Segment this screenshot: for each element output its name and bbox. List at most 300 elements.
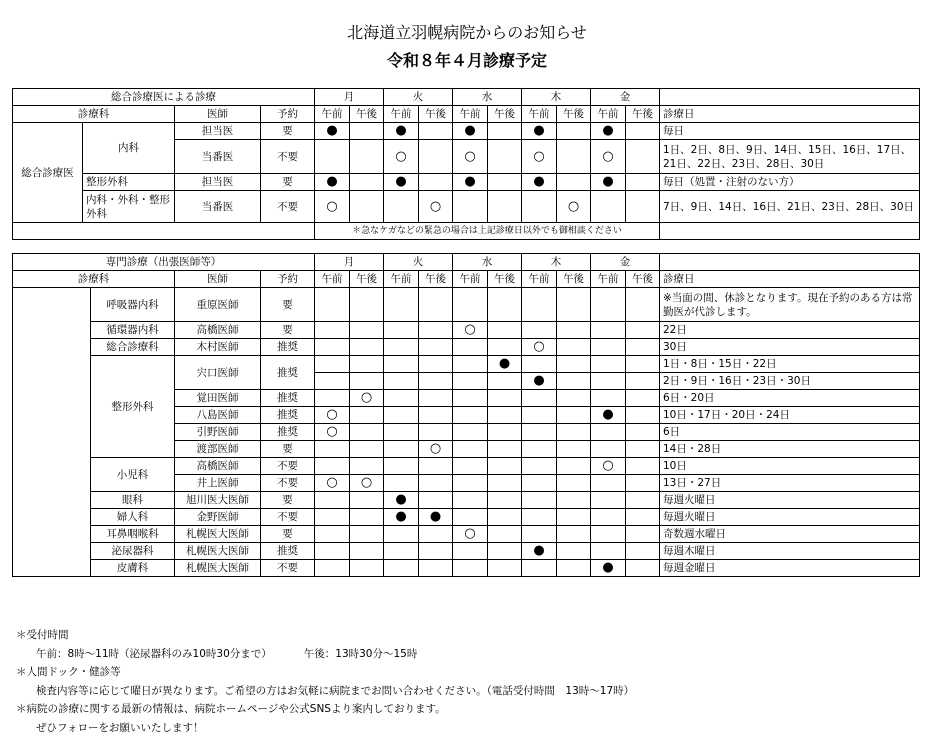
mark-cell xyxy=(591,373,626,390)
mark-cell xyxy=(419,492,453,509)
specialist-header-row-2 xyxy=(13,271,920,288)
mark-cell xyxy=(350,407,384,424)
mark-cell xyxy=(488,441,522,458)
reserve-cell: 要 xyxy=(261,288,315,322)
mark-cell xyxy=(453,191,488,223)
dock-text: 検査内容等に応じて曜日が異なります。ご希望の方はお気軽に病院までお問い合わせください。（電話受付時間 13時～17時） xyxy=(36,684,635,697)
mark-cell xyxy=(419,123,453,140)
specialist-header-row-1 xyxy=(13,254,920,271)
mark-cell xyxy=(591,509,626,526)
pm-label: 午後 xyxy=(557,106,591,123)
mark-cell xyxy=(453,407,488,424)
dates-cell: 1日・8日・15日・22日 xyxy=(660,356,920,373)
mark-cell xyxy=(453,509,488,526)
general-heading: 総合診療医による診療 xyxy=(13,89,315,106)
mark-cell xyxy=(453,441,488,458)
dates-cell: 毎日 xyxy=(660,123,920,140)
pm-label: 午後 xyxy=(419,271,453,288)
mark-cell xyxy=(488,140,522,174)
page-subtitle: 令和８年４月診療予定 xyxy=(386,51,547,70)
dates-cell: 22日 xyxy=(660,322,920,339)
mark-cell xyxy=(557,492,591,509)
mark-cell xyxy=(557,322,591,339)
mark-cell xyxy=(557,373,591,390)
doctor-cell: 金野医師 xyxy=(175,509,261,526)
mark-cell: ○ xyxy=(384,140,419,174)
am-label: 午前 xyxy=(384,271,419,288)
am-label: 午前 xyxy=(522,106,557,123)
doctor-cell: 八島医師 xyxy=(175,407,261,424)
day-thu: 木 xyxy=(522,89,591,106)
mark-cell: ● xyxy=(591,560,626,577)
mark-cell xyxy=(384,288,419,322)
reception-heading: ＊受付時間 xyxy=(16,629,69,641)
mark-cell xyxy=(522,191,557,223)
doctor-cell: 高橋医師 xyxy=(175,458,261,475)
reserve-cell: 推奨 xyxy=(261,356,315,390)
mark-cell xyxy=(557,123,591,140)
mark-cell xyxy=(419,526,453,543)
doctor-cell: 宍口医師 xyxy=(175,356,261,390)
mark-cell xyxy=(384,390,419,407)
page-title: 北海道立羽幌病院からのお知らせ xyxy=(347,23,587,42)
mark-cell xyxy=(488,288,522,322)
mark-cell: ● xyxy=(522,543,557,560)
mark-cell xyxy=(591,356,626,373)
mark-cell xyxy=(384,543,419,560)
mark-cell xyxy=(626,322,660,339)
mark-cell xyxy=(350,509,384,526)
dates-cell: 13日・27日 xyxy=(660,475,920,492)
mark-cell xyxy=(350,492,384,509)
naika-label: 内科 xyxy=(83,123,175,174)
dates-cell: 毎日（処置・注射のない方） xyxy=(660,174,920,191)
mark-cell xyxy=(557,288,591,322)
mark-cell xyxy=(315,509,350,526)
col-dept: 診療科 xyxy=(13,271,175,288)
col-doctor: 医師 xyxy=(175,106,261,123)
reserve-cell: 要 xyxy=(261,441,315,458)
doctor-cell: 旭川医大医師 xyxy=(175,492,261,509)
mark-cell xyxy=(522,526,557,543)
mark-cell xyxy=(315,543,350,560)
mark-cell xyxy=(350,140,384,174)
dept-cell: 泌尿器科 xyxy=(91,543,175,560)
mark-cell xyxy=(453,390,488,407)
mark-cell: ○ xyxy=(315,407,350,424)
info-line: ＊病院の診療に関する最新の情報は、病院ホームページや公式SNSより案内しております。 xyxy=(16,703,446,715)
mark-cell xyxy=(315,390,350,407)
reserve-cell: 推奨 xyxy=(261,339,315,356)
mark-cell: ● xyxy=(591,123,626,140)
table-row xyxy=(13,174,920,191)
mark-cell: ○ xyxy=(557,191,591,223)
pm-label: 午後 xyxy=(350,106,384,123)
pm-label: 午後 xyxy=(419,106,453,123)
mark-cell xyxy=(591,322,626,339)
am-label: 午前 xyxy=(453,271,488,288)
mark-cell xyxy=(384,373,419,390)
mark-cell xyxy=(315,339,350,356)
mark-cell xyxy=(557,543,591,560)
doctor-cell: 札幌医大医師 xyxy=(175,526,261,543)
col-reserve: 予約 xyxy=(261,106,315,123)
mark-cell xyxy=(384,191,419,223)
mark-cell xyxy=(557,441,591,458)
mark-cell: ○ xyxy=(522,140,557,174)
dates-cell: 1日、2日、8日、9日、14日、15日、16日、17日、21日、22日、23日、28日、30日 xyxy=(660,140,920,174)
mark-cell xyxy=(522,441,557,458)
mark-cell xyxy=(315,458,350,475)
dept-cell: 小児科 xyxy=(91,458,175,492)
mark-cell xyxy=(350,322,384,339)
mark-cell: ● xyxy=(419,509,453,526)
dates-cell: 毎週火曜日 xyxy=(660,492,920,509)
mark-cell xyxy=(350,339,384,356)
mark-cell xyxy=(350,373,384,390)
specialist-schedule-table xyxy=(12,253,920,577)
reserve-cell: 不要 xyxy=(261,509,315,526)
mark-cell: ○ xyxy=(453,140,488,174)
mark-cell xyxy=(453,492,488,509)
mark-cell xyxy=(626,140,660,174)
dept-cell: 婦人科 xyxy=(91,509,175,526)
am-label: 午前 xyxy=(384,106,419,123)
header-blank xyxy=(660,254,920,271)
mark-cell xyxy=(419,356,453,373)
table-row xyxy=(13,288,920,322)
mark-cell: ● xyxy=(384,123,419,140)
doctor-cell: 渡部医師 xyxy=(175,441,261,458)
mark-cell xyxy=(384,475,419,492)
dates-cell: 毎週火曜日 xyxy=(660,509,920,526)
mark-cell xyxy=(350,560,384,577)
mark-cell xyxy=(350,123,384,140)
reserve-cell: 不要 xyxy=(261,560,315,577)
reserve-cell: 要 xyxy=(261,322,315,339)
mark-cell xyxy=(453,339,488,356)
mark-cell: ● xyxy=(453,123,488,140)
mark-cell xyxy=(522,356,557,373)
mark-cell xyxy=(315,560,350,577)
day-fri: 金 xyxy=(591,254,660,271)
doctor-cell: 覚田医師 xyxy=(175,390,261,407)
reserve-cell: 要 xyxy=(261,174,315,191)
reception-am: 午前：8時～11時（泌尿器科のみ10時30分まで） xyxy=(36,647,272,660)
mark-cell xyxy=(488,492,522,509)
mark-cell xyxy=(626,123,660,140)
day-wed: 水 xyxy=(453,89,522,106)
col-dates: 診療日 xyxy=(660,271,920,288)
general-group-label: 総合診療医 xyxy=(13,123,83,223)
mark-cell xyxy=(350,356,384,373)
table-row xyxy=(13,123,920,140)
specialist-tbody xyxy=(13,254,920,577)
mark-cell: ○ xyxy=(315,191,350,223)
mark-cell xyxy=(419,339,453,356)
mark-cell xyxy=(419,560,453,577)
mark-cell xyxy=(557,424,591,441)
mark-cell: ○ xyxy=(453,322,488,339)
mark-cell xyxy=(557,174,591,191)
header-blank xyxy=(660,89,920,106)
mark-cell xyxy=(315,356,350,373)
mark-cell xyxy=(488,390,522,407)
mark-cell: ● xyxy=(315,174,350,191)
dept-cell: 呼吸器内科 xyxy=(91,288,175,322)
mark-cell xyxy=(488,191,522,223)
dates-cell: 14日・28日 xyxy=(660,441,920,458)
mark-cell xyxy=(626,339,660,356)
mark-cell xyxy=(591,339,626,356)
mark-cell xyxy=(591,390,626,407)
mark-cell xyxy=(626,441,660,458)
mark-cell xyxy=(557,407,591,424)
am-label: 午前 xyxy=(315,106,350,123)
mark-cell xyxy=(626,407,660,424)
dates-cell: 2日・9日・16日・23日・30日 xyxy=(660,373,920,390)
am-label: 午前 xyxy=(591,271,626,288)
am-label: 午前 xyxy=(522,271,557,288)
mark-cell xyxy=(522,458,557,475)
mark-cell xyxy=(384,407,419,424)
mark-cell xyxy=(419,174,453,191)
mark-cell: ○ xyxy=(419,441,453,458)
mark-cell: ● xyxy=(315,123,350,140)
doctor-cell: 引野医師 xyxy=(175,424,261,441)
mark-cell xyxy=(522,322,557,339)
table-row xyxy=(13,322,920,339)
dates-cell: 6日・20日 xyxy=(660,390,920,407)
mark-cell xyxy=(453,543,488,560)
mark-cell xyxy=(488,373,522,390)
mark-cell xyxy=(626,509,660,526)
dept-cell: 内科・外科・整形外科 xyxy=(83,191,175,223)
mark-cell xyxy=(488,458,522,475)
mark-cell xyxy=(453,458,488,475)
mark-cell xyxy=(626,191,660,223)
dates-cell: 30日 xyxy=(660,339,920,356)
mark-cell xyxy=(488,560,522,577)
reserve-cell: 推奨 xyxy=(261,543,315,560)
mark-cell xyxy=(626,526,660,543)
mark-cell: ○ xyxy=(453,526,488,543)
col-doctor: 医師 xyxy=(175,271,261,288)
mark-cell xyxy=(419,458,453,475)
col-dept: 診療科 xyxy=(13,106,175,123)
mark-cell xyxy=(419,140,453,174)
reserve-cell: 推奨 xyxy=(261,407,315,424)
mark-cell xyxy=(419,407,453,424)
mark-cell xyxy=(384,526,419,543)
mark-cell xyxy=(591,441,626,458)
mark-cell xyxy=(350,526,384,543)
general-tbody xyxy=(13,89,920,240)
mark-cell xyxy=(315,492,350,509)
mark-cell xyxy=(453,288,488,322)
mark-cell xyxy=(591,492,626,509)
reception-pm: 午後：13時30分～15時 xyxy=(303,647,418,660)
mark-cell xyxy=(488,543,522,560)
mark-cell xyxy=(315,140,350,174)
dates-cell: 10日 xyxy=(660,458,920,475)
mark-cell xyxy=(419,543,453,560)
mark-cell xyxy=(557,526,591,543)
note-blank xyxy=(660,223,920,240)
dock-heading: ＊人間ドック・健診等 xyxy=(16,666,121,678)
mark-cell xyxy=(315,526,350,543)
pm-label: 午後 xyxy=(488,271,522,288)
doctor-cell: 井上医師 xyxy=(175,475,261,492)
mark-cell: ○ xyxy=(591,140,626,174)
mark-cell xyxy=(557,140,591,174)
mark-cell xyxy=(315,373,350,390)
mark-cell xyxy=(315,322,350,339)
day-mon: 月 xyxy=(315,254,384,271)
mark-cell xyxy=(419,424,453,441)
table-row xyxy=(13,526,920,543)
mark-cell xyxy=(488,475,522,492)
pm-label: 午後 xyxy=(626,106,660,123)
pm-label: 午後 xyxy=(626,271,660,288)
mark-cell xyxy=(350,424,384,441)
mark-cell xyxy=(626,288,660,322)
doctor-cell: 当番医 xyxy=(175,191,261,223)
general-note-row xyxy=(13,223,920,240)
mark-cell xyxy=(591,424,626,441)
mark-cell xyxy=(626,492,660,509)
pm-label: 午後 xyxy=(557,271,591,288)
mark-cell xyxy=(350,543,384,560)
dept-cell: 眼科 xyxy=(91,492,175,509)
col-reserve: 予約 xyxy=(261,271,315,288)
mark-cell: ● xyxy=(488,356,522,373)
table-row xyxy=(13,560,920,577)
dates-cell: 毎週木曜日 xyxy=(660,543,920,560)
dept-cell: 整形外科 xyxy=(91,356,175,458)
day-thu: 木 xyxy=(522,254,591,271)
mark-cell xyxy=(591,543,626,560)
mark-cell xyxy=(591,288,626,322)
dates-cell: 10日・17日・20日・24日 xyxy=(660,407,920,424)
mark-cell xyxy=(488,322,522,339)
doctor-cell: 札幌医大医師 xyxy=(175,560,261,577)
doctor-cell: 担当医 xyxy=(175,174,261,191)
mark-cell xyxy=(626,174,660,191)
specialist-heading: 専門診療（出張医師等） xyxy=(13,254,315,271)
mark-cell xyxy=(350,441,384,458)
general-header-row-2 xyxy=(13,106,920,123)
mark-cell xyxy=(557,356,591,373)
mark-cell xyxy=(384,441,419,458)
mark-cell xyxy=(350,174,384,191)
mark-cell xyxy=(384,356,419,373)
mark-cell xyxy=(453,560,488,577)
mark-cell: ● xyxy=(522,373,557,390)
mark-cell xyxy=(557,475,591,492)
mark-cell xyxy=(626,373,660,390)
day-wed: 水 xyxy=(453,254,522,271)
mark-cell xyxy=(384,424,419,441)
mark-cell xyxy=(626,390,660,407)
dept-cell: 皮膚科 xyxy=(91,560,175,577)
pm-label: 午後 xyxy=(350,271,384,288)
mark-cell xyxy=(419,373,453,390)
dates-cell: 7日、9日、14日、16日、21日、23日、28日、30日 xyxy=(660,191,920,223)
mark-cell xyxy=(488,339,522,356)
mark-cell xyxy=(557,560,591,577)
footer-notes xyxy=(16,626,634,737)
mark-cell xyxy=(591,191,626,223)
reserve-cell: 要 xyxy=(261,526,315,543)
general-header-row-1 xyxy=(13,89,920,106)
mark-cell xyxy=(522,475,557,492)
doctor-cell: 担当医 xyxy=(175,123,261,140)
mark-cell xyxy=(626,560,660,577)
follow-line: ぜひフォローをお願いいたします！ xyxy=(36,721,204,734)
mark-cell xyxy=(557,339,591,356)
mark-cell: ○ xyxy=(419,191,453,223)
doctor-cell: 札幌医大医師 xyxy=(175,543,261,560)
dates-cell: 毎週金曜日 xyxy=(660,560,920,577)
table-row xyxy=(13,356,920,373)
left-blank xyxy=(13,288,91,577)
table-row xyxy=(13,509,920,526)
mark-cell xyxy=(488,509,522,526)
mark-cell xyxy=(522,560,557,577)
mark-cell: ● xyxy=(384,509,419,526)
doctor-cell: 高橋医師 xyxy=(175,322,261,339)
mark-cell: ○ xyxy=(315,475,350,492)
mark-cell xyxy=(626,424,660,441)
table-row xyxy=(13,492,920,509)
pm-label: 午後 xyxy=(488,106,522,123)
mark-cell xyxy=(591,526,626,543)
mark-cell xyxy=(522,424,557,441)
mark-cell xyxy=(384,322,419,339)
mark-cell xyxy=(384,458,419,475)
am-label: 午前 xyxy=(315,271,350,288)
mark-cell xyxy=(522,390,557,407)
mark-cell: ● xyxy=(591,174,626,191)
mark-cell xyxy=(626,475,660,492)
table-row xyxy=(13,458,920,475)
mark-cell xyxy=(419,288,453,322)
reserve-cell: 不要 xyxy=(261,475,315,492)
reserve-cell: 要 xyxy=(261,492,315,509)
am-label: 午前 xyxy=(591,106,626,123)
mark-cell xyxy=(626,356,660,373)
reserve-cell: 不要 xyxy=(261,191,315,223)
mark-cell xyxy=(522,509,557,526)
emergency-note: ＊急なケガなどの緊急の場合は上記診療日以外でも御相談ください xyxy=(315,223,660,240)
mark-cell: ● xyxy=(591,407,626,424)
dates-cell: ※当面の間、休診となります。現在予約のある方は常勤医が代診します。 xyxy=(660,288,920,322)
mark-cell xyxy=(350,458,384,475)
mark-cell xyxy=(419,322,453,339)
am-label: 午前 xyxy=(453,106,488,123)
mark-cell xyxy=(557,509,591,526)
day-mon: 月 xyxy=(315,89,384,106)
col-dates: 診療日 xyxy=(660,106,920,123)
mark-cell xyxy=(453,424,488,441)
doctor-cell: 木村医師 xyxy=(175,339,261,356)
mark-cell xyxy=(384,339,419,356)
mark-cell xyxy=(315,288,350,322)
mark-cell: ○ xyxy=(350,390,384,407)
mark-cell xyxy=(522,492,557,509)
mark-cell: ● xyxy=(522,174,557,191)
